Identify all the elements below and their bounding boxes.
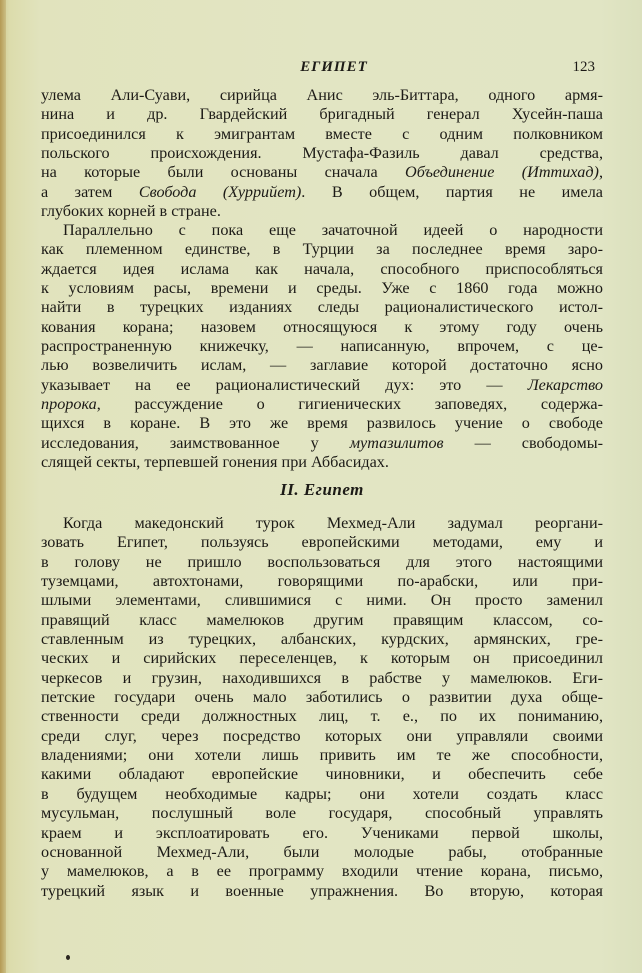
line-text: лью возвеличить ислам, — заглавие которой достаточно ясно <box>41 356 603 375</box>
running-head <box>41 59 603 79</box>
italic-title: пророка <box>41 395 97 414</box>
italic-title: Объединение (Иттихад) <box>405 163 599 182</box>
line-text: распространенную книжечку, — написанную, впрочем, с це- <box>41 337 603 356</box>
page-number: 123 <box>572 59 595 75</box>
text-line <box>41 298 603 317</box>
text-line <box>41 824 603 843</box>
text-line <box>41 688 603 707</box>
text-line <box>41 202 603 221</box>
line-text: ственности среди должностных лиц, т. е., по их пониманию, <box>41 707 603 726</box>
text-line <box>41 183 603 202</box>
paragraph-continuation <box>41 86 603 221</box>
line-text: среди слуг, через посредство которых они управляли своими <box>41 726 603 745</box>
line-text: шлыми элементами, слившимися с ними. Он просто заменил <box>41 591 603 610</box>
line-text: как племенном единстве, в Турции за последнее время заро- <box>41 240 603 259</box>
text-line <box>41 882 603 901</box>
text-line <box>41 318 603 337</box>
line-text: черкесов и грузин, находившихся в рабстве у мамелюков. Еги- <box>41 668 603 687</box>
text-line <box>41 707 603 726</box>
line-text: польского происхождения. Мустафа-Фазиль давал средства, <box>41 144 603 163</box>
section-heading: II. Египет <box>280 480 364 499</box>
italic-title: мутазилитов <box>349 433 444 452</box>
text-line <box>41 804 603 823</box>
text-line <box>41 572 603 591</box>
line-text: турецкий язык и военные упражнения. Во вторую, которая <box>41 881 603 900</box>
text-line <box>41 105 603 124</box>
line-text: владениями; они хотели лишь привить им те же способности, <box>41 746 603 765</box>
text-line <box>41 86 603 105</box>
italic-title: Свобода (Хуррийет) <box>138 182 302 201</box>
line-text: а затем <box>41 182 139 201</box>
text-line <box>41 553 603 572</box>
text-line <box>41 669 603 688</box>
line-text: — свободомы- <box>443 433 603 452</box>
text-line <box>41 533 603 552</box>
line-text: к условиям расы, времени и среды. Уже с 1860 года можно <box>41 279 603 298</box>
line-text: Когда македонский турок Мехмед-Али задумал реоргани- <box>63 514 603 532</box>
text-line <box>41 337 603 356</box>
text-line <box>41 862 603 881</box>
line-text: , <box>598 163 603 182</box>
paragraph-islam <box>41 221 603 472</box>
line-text: основанной Мехмед-Али, были молодые рабы, отобранные <box>41 842 603 861</box>
line-text: краем и эксплоатировать его. Учениками первой школы, <box>41 823 603 842</box>
print-speck <box>66 955 70 960</box>
text-line <box>41 414 603 433</box>
line-text: на которые были основаны сначала <box>41 163 406 182</box>
book-spine-edge <box>0 0 6 973</box>
line-text: у мамелюков, а в ее программу входили чтение корана, письмо, <box>41 862 603 881</box>
text-line <box>41 144 603 163</box>
line-text: в голову не пришло воспользоваться для этого настоящими <box>41 552 603 571</box>
line-text: кования корана; назовем относящуюся к этому году очень <box>41 317 603 336</box>
line-text: улема Али-Суави, сирийца Анис эль-Биттара, одного армя- <box>41 86 603 104</box>
text-line <box>41 395 603 414</box>
text-line <box>41 240 603 259</box>
text-line <box>41 727 603 746</box>
text-line <box>41 163 603 182</box>
text-line <box>41 453 603 472</box>
line-text: нина и др. Гвардейский бригадный генерал Хусейн-паша <box>41 105 603 124</box>
text-line <box>41 785 603 804</box>
running-head-title: ЕГИПЕТ <box>300 59 368 75</box>
text-line <box>41 434 603 453</box>
line-text: туземцами, автохтонами, говорящими по-арабски, или при- <box>41 572 603 591</box>
italic-title: Лекарство <box>527 375 603 394</box>
line-text: мусульман, послушный воле государя, способный управлять <box>41 804 603 823</box>
text-line <box>41 591 603 610</box>
text-line <box>41 514 603 533</box>
text-line <box>41 630 603 649</box>
text-line <box>41 843 603 862</box>
line-text: ческих и сирийских переселенцев, к которым он присоединил <box>41 649 603 668</box>
line-text: глубоких корней в стране. <box>41 202 221 221</box>
line-text: исследования, заимствованное у <box>41 433 350 452</box>
text-line <box>41 125 603 144</box>
text-line <box>41 649 603 668</box>
line-text: . В общем, партия не имела <box>301 182 603 201</box>
text-line <box>41 611 603 630</box>
text-line <box>41 746 603 765</box>
line-text: петские государи очень мало заботились о развитии духа обще- <box>41 688 603 707</box>
line-text: зовать Египет, пользуясь европейскими методами, ему и <box>41 533 603 552</box>
line-text: присоединился к эмигрантам вместе с одним полковником <box>41 124 603 143</box>
text-line <box>41 376 603 395</box>
paragraph-egypt <box>41 514 603 901</box>
line-text: указывает на ее рационалистический дух: это — <box>41 375 528 394</box>
text-line <box>41 356 603 375</box>
text-line <box>41 221 603 240</box>
text-line <box>41 765 603 784</box>
line-text: ждается идея ислама как начала, способного приспособляться <box>41 259 603 278</box>
line-text: найти в турецких изданиях следы рационалистического истол- <box>41 298 603 317</box>
line-text: в будущем необходимые кадры; они хотели создать класс <box>41 784 603 803</box>
line-text: , рассуждение о гигиенических заповедях, содержа- <box>96 395 603 414</box>
line-text: слящей секты, терпевшей гонения при Аббасидах. <box>41 453 389 472</box>
line-text: щихся в коране. В это же время развилось учение о свободе <box>41 414 603 433</box>
line-text: Параллельно с пока еще зачаточной идеей о народности <box>63 221 603 239</box>
text-line <box>41 260 603 279</box>
line-text: правящий класс мамелюков другим правящим классом, со- <box>41 610 603 629</box>
line-text: какими обладают европейские чиновники, и обеспечить себе <box>41 765 603 784</box>
text-line <box>41 279 603 298</box>
line-text: ставленным из турецких, албанских, курдских, армянских, гре- <box>41 630 603 649</box>
